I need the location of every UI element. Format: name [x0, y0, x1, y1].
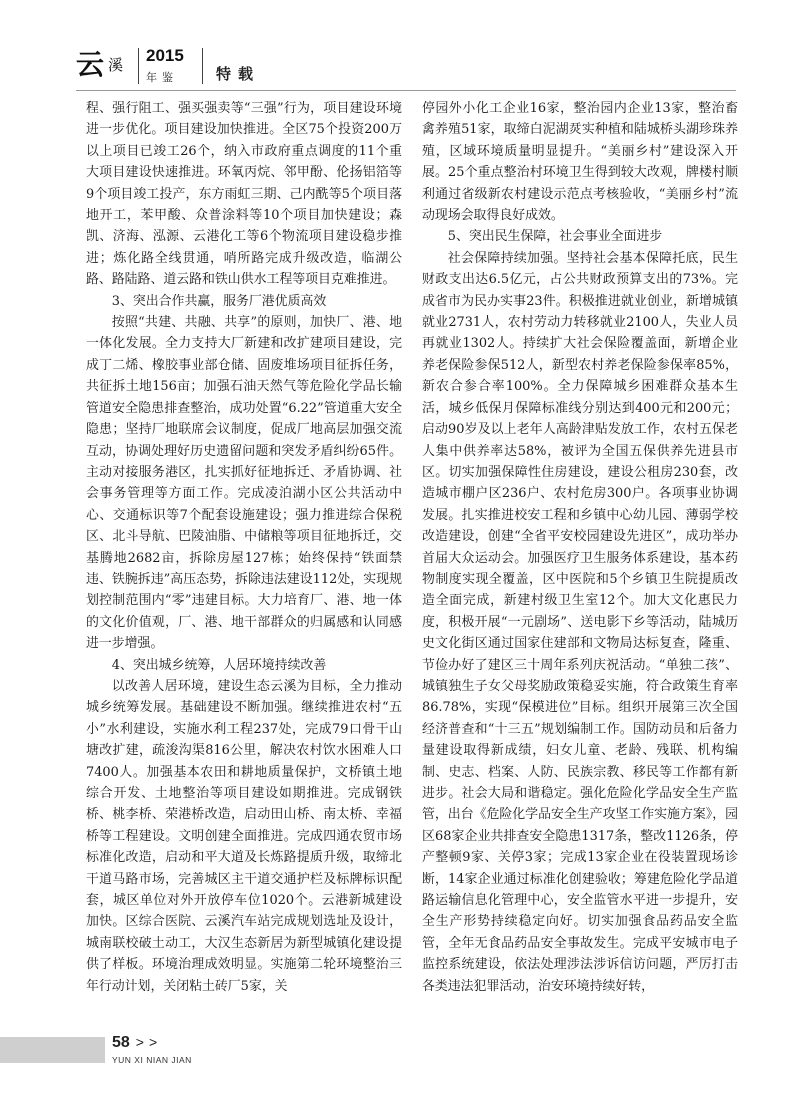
header-rule: [76, 90, 736, 91]
left-column: [86, 98, 402, 997]
header-divider: [138, 48, 139, 84]
footer-band: [0, 1037, 105, 1063]
page-header: [76, 44, 736, 90]
yearbook-logo: 云溪: [76, 48, 124, 81]
header-year: 2015: [146, 46, 184, 65]
subheading: 4、突出城乡统筹，人居环境持续改善: [111, 657, 327, 673]
page-arrows: >>: [135, 1034, 163, 1050]
paragraph: 按照“共建、共融、共享”的原则，加快厂、港、地一体化发展。全力支持大厂新建和改扩建项目建设，完成丁二烯、橡胶事业部仓储、固废堆场项目征拆任务，共征拆土地156亩；加强石油天然气等危险化学品长输管道安全隐患排查整治，成功处置“6.22”管道重大安全隐患；坚持厂地联席会议制度，促成厂地高层加强交流互动，协调处理好历史遗留问题和突发矛盾纠纷65件。主动对接服务港区，扎实抓好征地拆迁、矛盾协调、社会事务管理等方面工作。完成凌泊湖小区公共活动中心、交通标识等7个配套设施建设；强力推进综合保税区、北斗导航、巴陵油脂、中储粮等项目征地拆迁，交基腾地2682亩，拆除房屋127栋；始终保持“铁面禁违、铁腕拆违”高压态势，拆除违法建设112处，实现规划控制范围内“零”违建目标。大力培育厂、港、地一体的文化价值观，厂、港、地干部群众的归属感和认同感进一步增强。: [86, 315, 402, 652]
page-number: 58 >>: [112, 1034, 163, 1051]
subheading: 3、突出合作共赢，服务厂港优质高效: [111, 293, 327, 309]
footer-caption: YUN XI NIAN JIAN: [112, 1055, 192, 1065]
paragraph: 社会保障持续加强。坚持社会基本保障托底，民生财政支出达6.5亿元，占公共财政预算支出的73%。完成省市为民办实事23件。积极推进就业创业，新增城镇就业2731人，农村劳动力转移就业2100人，失业人员再就业1302人。持续扩大社会保险覆盖面，新增企业养老保险参保512人，新型农村养老保险参保率85%，新农合参合率100%。全力保障城乡困难群众基本生活，城乡低保月保障标准线分别达到400元和200元；启动90岁及以上老年人高龄津贴发放工作，农村五保老人集中供养率达58%，被评为全国五保供养先进县市区。切实加强保障性住房建设，建设公租房230套，改造城市棚户区236户、农村危房300户。各项事业协调发展。扎实推进校安工程和乡镇中心幼儿园、薄弱学校改造建设，创建“全省平安校园建设先进区”，成功举办首届大众运动会。加强医疗卫生服务体系建设，基本药物制度实现全覆盖，区中医院和5个乡镇卫生院提质改造全面完成，新建村级卫生室12个。加大文化惠民力度，积极开展“一元剧场”、送电影下乡等活动，陆城历史文化街区通过国家住建部和文物局达标复查，隆重、节俭办好了建区三十周年系列庆祝活动。“单独二孩”、城镇独生子女父母奖励政策稳妥实施，符合政策生育率86.78%，实现“保模进位”目标。组织开展第三次全国经济普查和“十三五”规划编制工作。国防动员和后备力量建设取得新成绩，妇女儿童、老龄、残联、机构编制、史志、档案、人防、民族宗教、移民等工作都有新进步。社会大局和谐稳定。强化危险化学品安全生产监管，出台《危险化学品安全生产攻坚工作实施方案》，园区68家企业共排查安全隐患1317条，整改1126条，停产整顿9家、关停3家；完成13家企业在役装置现场诊断，14家企业通过标准化创建验收；筹建危险化学品道路运输信息化管理中心，安全监管水平进一步提升，安全生产形势持续稳定向好。切实加强食品药品安全监管，全年无食品药品安全事故发生。完成平安城市电子监控系统建设，依法处理涉法涉诉信访问题，严厉打击各类违法犯罪活动，治安环境持续好转，: [422, 250, 738, 994]
paragraph: 停园外小化工企业16家，整治园内企业13家，整治畜禽养殖51家，取缔白泥湖烎实种植和陆城桥头湖珍珠养殖，区域环境质量明显提升。“美丽乡村”建设深入开展。25个重点整治村环境卫生得到较大改观，牌楼村顺利通过省级新农村建设示范点考核验收，“美丽乡村”流动现场会取得良好成效。: [422, 101, 738, 224]
subheading: 5、突出民生保障，社会事业全面进步: [447, 229, 663, 245]
right-column: [422, 98, 738, 997]
section-title: 特载: [216, 65, 261, 83]
header-subtitle: 年鉴: [146, 71, 178, 84]
paragraph: 以改善人居环境，建设生态云溪为目标，全力推动城乡统筹发展。基础建设不断加强。继续推进农村“五小”水利建设，实施水利工程237处，完成79口骨干山塘改扩建，疏浚沟渠816公里，解决农村饮水困难人口7400人。加强基本农田和耕地质量保护，文桥镇土地综合开发、土地整治等项目建设如期推进。完成钢铁桥、桃李桥、荣港桥改造，启动田山桥、南太桥、幸福桥等工程建设。文明创建全面推进。完成四通农贸市场标准化改造，启动和平大道及长炼路提质升级，取缔北干道马路市场，完善城区主干道交通护栏及标牌标识配套，城区单位对外开放停车位1020个。云港新城建设加快。区综合医院、云溪汽车站完成规划选址及设计，城南联校破土动工，大汉生态新居为新型城镇化建设提供了样板。环境治理成效明显。实施第二轮环境整治三年行动计划，关闭粘土砖厂5家，关: [86, 678, 402, 994]
header-divider: [202, 48, 203, 84]
paragraph: 程、强行阻工、强买强卖等“三强”行为，项目建设环境进一步优化。项目建设加快推进。全区75个投资200万以上项目已竣工26个，纳入市政府重点调度的11个重大项目建设快速推进。环氧丙烷、邻甲酚、伦扬铝箔等9个项目竣工投产，东方雨虹三期、己内酰等5个项目落地开工，苯甲酸、众普涂料等10个项目加快建设；森凯、济海、泓源、云港化工等6个物流项目建设稳步推进；炼化路全线贯通，哨所路完成升级改造，临湖公路、路陆路、道云路和铁山供水工程等项目克难推进。: [86, 101, 402, 288]
